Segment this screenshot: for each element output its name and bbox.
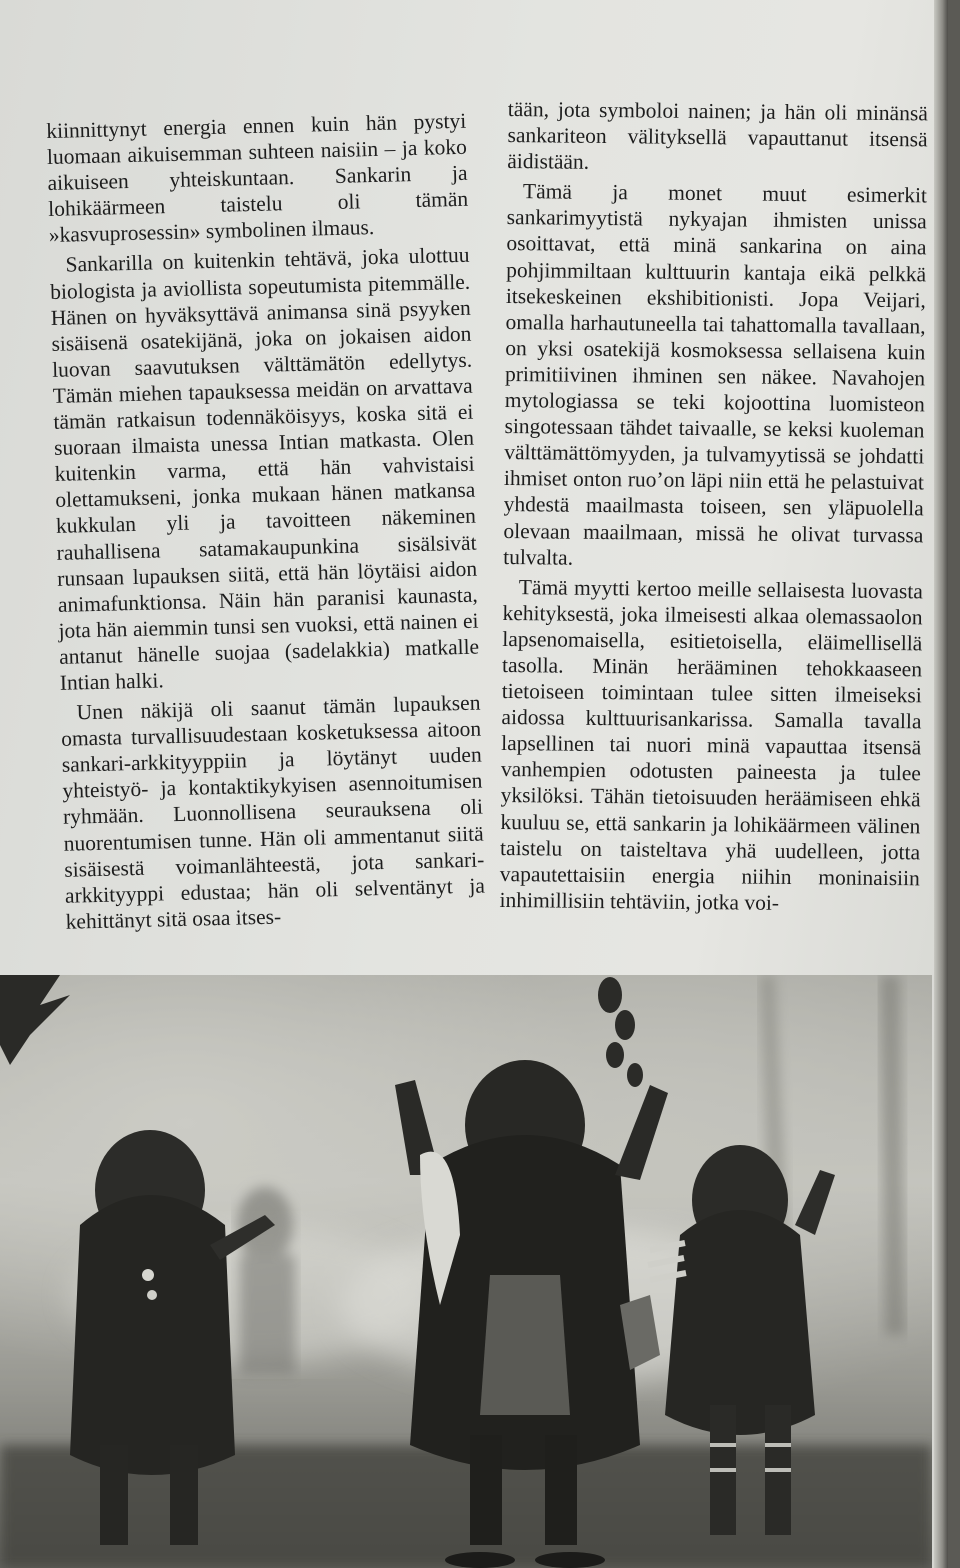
left-paragraph-2: Sankarilla on kuitenkin tehtävä, joka ulottuu biologista ja aviollista sopeutumista pitemmälle. Hänen on hyväksyttävä animansa sinä psyyken sisäisenä osatekijänä, joka on jokaisen aidon luovan saavutuksen välttämätön edellytys. Tämän miehen tapauksessa meidän on arvattava tämän ratkaisun todennäköisyys, koska sitä ei suoraan ilmaista unessa Intian matkasta. Olen kuitenkin varma, että hän vahvistaisi olettamukseni, jonka mukaan hänen matkansa kukkulan yli ja tavoitteen näkeminen rauhallisena satamakaupunkina sisälsivät runsaan lupauksen siitä, että hän löytäisi aidon animafunktionsa. Näin hän paranisi kaunasta, jota hän aiemmin tunsi sen vuoksi, että nainen ei antanut hänelle suojaa (sadelakkia) matkalle Intian halki. (49, 243, 480, 695)
page-edge-shadow (934, 0, 948, 1568)
left-paragraph-1: kiinnittynyt energia ennen kuin hän pystyi luomaan aikuisemman suhteen naisiin – ja koko aikuiseen yhteiskuntaan. Sankarin ja lohikäärmeen taistelu oli tämän »kasvuprosessin» symbolinen ilmaus. (46, 108, 469, 248)
right-paragraph-2: Tämä ja monet muut esimerkit sankarimyytistä nykyajan ihmisten unissa osoittavat, että minä sankarina on aina pohjimmiltaan kulttuurin kantaja eikä pelkkä itsekeskeinen ekshibitionisti. Jopa Veijari, omalla harhautuneella tai tahattomalla tavallaan, on yksi osatekijä kosmoksessa sellaisena kuin primitiivinen ihminen sen näkee. Navahojen mytologiassa se teki kojoottina luomisteon singotessaan tähdet taivaalle, se keksi kuoleman välttämättömyyden, ja tulvamyytissä se johdatti ihmiset onton ruo’on läpi niin että he pelastuivat yhdestä maailmasta toiseen, sen yläpuolella olevaan maailmaan, missä he olivat turvassa tulvalta. (503, 179, 928, 570)
left-paragraph-3: Unen näkijä oli saanut tämän lupauksen omasta turvallisuudestaan kosketuksessa aitoon sankari-arkkityyppiin ja löytänyt uuden yhteistyö- ja kontaktikykyisen asennoitumisen ryhmään. Luonnollisena seurauksena oli nuorentumisen tunne. Hän oli ammentanut siitä sisäisestä voimanlähteestä, jota sankari-arkkityyppi edustaa; hän oli selventänyt ja kehittänyt sitä osaa itses- (60, 690, 486, 934)
right-text-column (499, 96, 928, 917)
background-dancer (237, 1187, 295, 1375)
right-paragraph-1: tään, jota symboloi nainen; ja hän oli minänsä sankariteon välityksellä vapauttanut itsensä äidistään. (507, 96, 928, 175)
right-paragraph-3: Tämä myytti kertoo meille sellaisesta luovasta kehityksestä, joka ilmeisesti alkaa olemassaolon lapsenomaisella, esitietoisella, eläimellisellä tasolla. Minän herääminen tehokkaaseen tietoiseen toimintaan tulee sitten ilmeiseksi aidossa kulttuurisankarissa. Samalla tavalla lapsellinen tai nuori minä vapauttaa itsensä vanhempien odotusten paineesta ja tulee yksilöksi. Tähän tietoisuuden heräämiseen ehkä kuuluu se, että sankarin ja lohikäärmeen välinen taistelu on taisteltava yhä uudelleen, jotta vapautettaisiin energia niihin moninaisiin inhimillisiin tehtäviin, jotka voi- (499, 574, 923, 915)
masked-dancers-photo (0, 975, 932, 1568)
photo-illustration (0, 975, 932, 1568)
left-text-column (46, 108, 486, 935)
